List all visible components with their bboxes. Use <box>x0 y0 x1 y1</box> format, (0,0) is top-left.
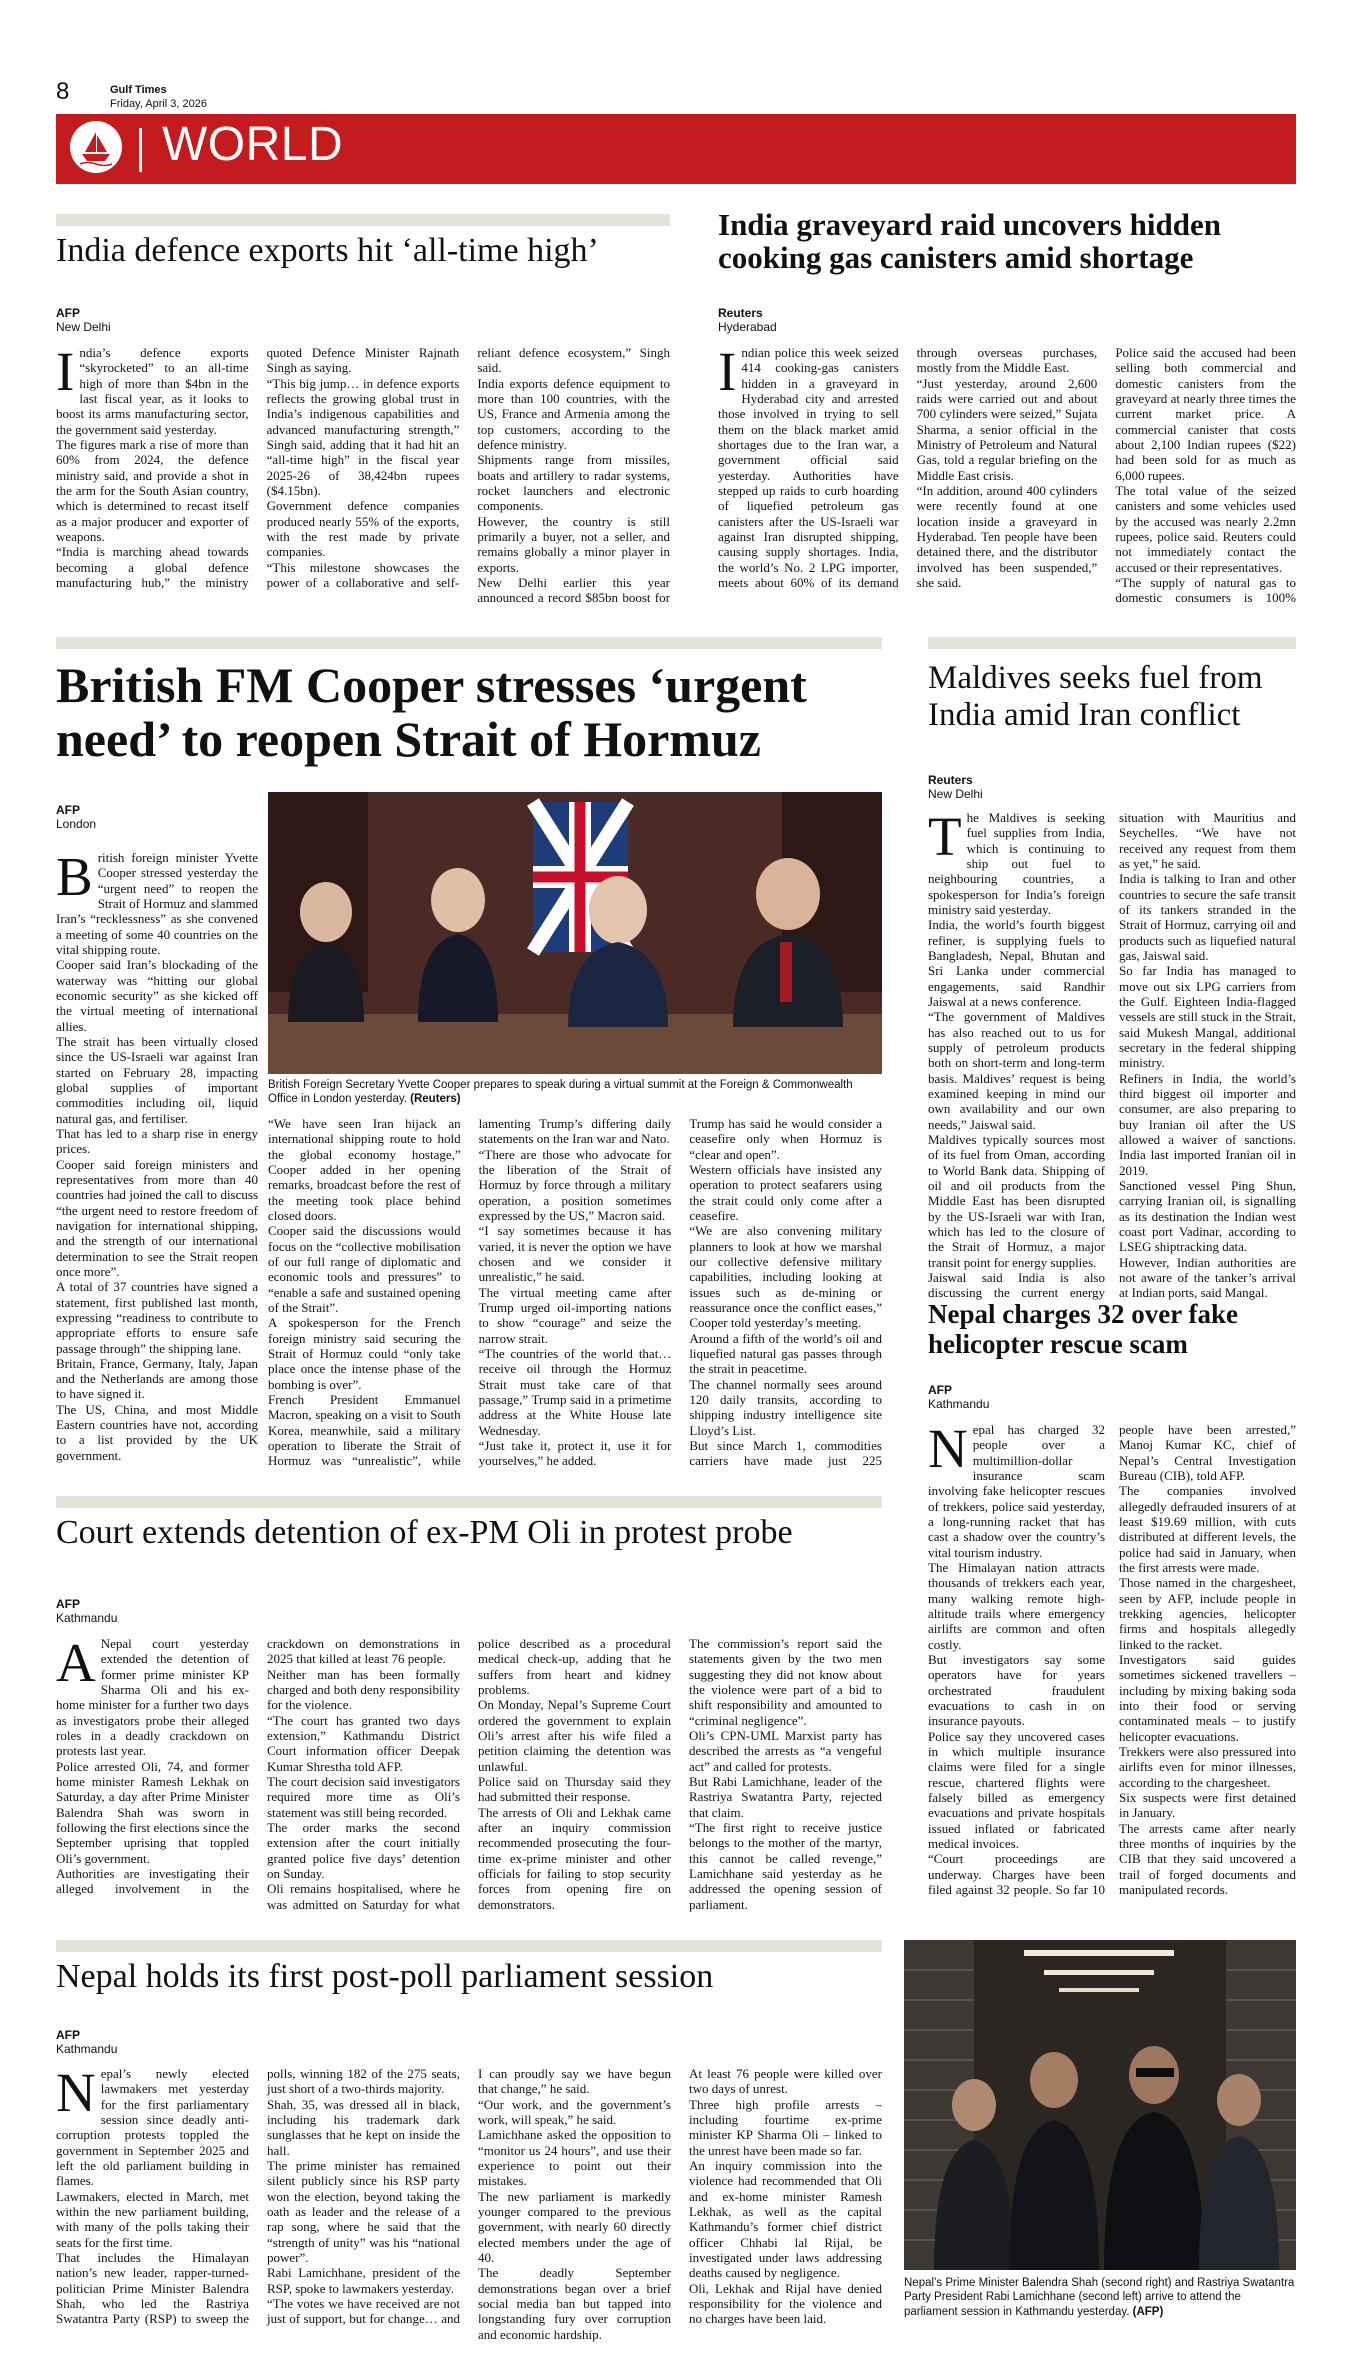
headline-defence: India defence exports hit ‘all-time high’ <box>56 232 599 269</box>
headline-maldives: Maldives seeks fuel from India amid Iran conflict <box>928 660 1263 733</box>
body-oli: A Nepal court yesterday extended the detention of former prime minister KP Sharma Oli and his ex-home minister for a further two days as investigators probe their alleged roles in a deadly crackdown on protests last year. Police arrested Oli, 74, and former home minister Ramesh Lekhak on Saturday, a day after Prime Minister Balendra Shah was sworn in following the first elections since the September uprising that toppled Oli’s government. Authorities are investigating their alleged involvement in the crackdown on demonstrations in 2025 that killed at least 76 people. Neither man has been formally charged and both deny responsibility for the violence. “The court has granted two days extension,” Kathmandu District Court information officer Deepak Kumar Shrestha told AFP. The court decision said investigators required more time as Oli’s statement was still being recorded. The order marks the second extension after the court initially granted police five days’ detention on Sunday. Oli remains hospitalised, where he was admitted on Saturday for what police described as a procedural medical check-up, adding that he suffers from heart and kidney problems. On Monday, Nepal’s Supreme Court ordered the government to explain Oli’s arrest after his wife filed a petition claiming the detention was unlawful. Police said on Thursday said they had submitted their response. The arrests of Oli and Lekhak came after an inquiry commission recommended prosecuting the four-time ex-prime minister and other officials for failing to stop security forces from opening fire on demonstrators. The commission’s report said the statements given by the two men suggesting they did not know about the violence were part of a bid to shift responsibility and amounted to “criminal negligence”. Oli’s CPN-UML Marxist party has described the arrests as “a vengeful act” and called for protests. But Rabi Lamichhane, leader of the Rastriya Swatantra Party, rejected that claim. “The first right to receive justice belongs to the mother of the martyr, this cannot be called revenge,” Lamichhane said yesterday as he addressed the opening session of parliament. <box>56 1636 882 1912</box>
banner-divider <box>139 128 142 172</box>
dropcap: I <box>718 345 737 402</box>
headline-oli: Court extends detention of ex-PM Oli in protest probe <box>56 1514 793 1551</box>
dropcap: B <box>56 850 93 907</box>
section-title: WORLD <box>162 118 344 171</box>
dateline-maldives: New Delhi <box>928 787 983 801</box>
dateline-graveyard: Hyderabad <box>718 320 777 334</box>
headline-graveyard: India graveyard raid uncovers hidden cooking gas canisters amid shortage <box>718 207 1221 276</box>
dateline-cooper: London <box>56 817 97 831</box>
body-parliament: N epal’s newly elected lawmakers met yesterday for the first parliamentary session since deadly anti-corruption protests toppled the government in September 2025 and left the old parliament building in flames. Lawmakers, elected in March, met within the new parliament building, with many of the polls taking their seats for the first time. That includes the Himalayan nation’s new leader, rapper-turned-politician Prime Minister Balendra Shah, who led the Rastriya Swatantra Party (RSP) to sweep the polls, winning 182 of the 275 seats, just short of a two-thirds majority. Shah, 35, was dressed all in black, including his trademark dark sunglasses that he kept on inside the hall. The prime minister has remained silent publicly since his RSP party won the election, beyond taking the oath as leader and the release of a rap song, where he said that the “strength of unity” was his “national power”. Rabi Lamichhane, president of the RSP, spoke to lawmakers yesterday. “The votes we have received are not just of support, but for change… and I can proudly say we have begun that change,” he said. “Our work, and the government’s work, will speak,” he said. Lamichhane asked the opposition to “monitor us 24 hours”, and use their experience to point out their mistakes. The new parliament is markedly younger compared to the previous government, with nearly 60 directly elected members under the age of 40. The deadly September demonstrations began over a brief social media ban but tapped into longstanding fury over corruption and economic hardship. At least 76 people were killed over two days of unrest. Three high profile arrests – including fourtime ex-prime minister KP Sharma Oli – linked to the unrest have been made so far. An inquiry commission into the violence had recommended that Oli and ex-home minister Ramesh Lekhak, as well as the capital Kathmandu’s former chief district officer Chhabi lal Rijal, be investigated under laws addressing deaths caused by negligence. Oli, Lekhak and Rijal have denied responsibility for the violence and no charges have been laid. <box>56 2066 882 2342</box>
agency-fakerescue: AFP <box>928 1383 952 1397</box>
agency-oli: AFP <box>56 1597 80 1611</box>
agency-defence: AFP <box>56 306 80 320</box>
caption-parliament: Nepal’s Prime Minister Balendra Shah (second right) and Rastriya Swatantra Party President Rabi Lamichhane (second left) arrive to attend the parliament session in Kathmandu yesterday. (AFP) <box>904 2277 1295 2318</box>
dateline-oli: Kathmandu <box>56 1611 118 1625</box>
dropcap: I <box>56 345 75 402</box>
agency-cooper: AFP <box>56 803 80 817</box>
publication-name: Gulf Times <box>110 84 167 96</box>
body-graveyard: I ndian police this week seized 414 cooking-gas canisters hidden in a graveyard in Hyderabad city and arrested those involved in trying to sell them on the black market amid shortages due to the Iran war, a government official said yesterday. Authorities have stepped up raids to curb hoarding of liquefied petroleum gas canisters after the US-Israeli war against Iran disrupted shipping, causing supply shortages. India, the world’s No. 2 LPG importer, meets about 60% of its demand through overseas purchases, mostly from the Middle East. “Just yesterday, around 2,600 raids were carried out and about 700 cylinders were seized,” Sujata Sharma, a senior official in the Ministry of Petroleum and Natural Gas, told a regular briefing on the Middle East crisis. “In addition, around 400 cylinders were recently found at one location inside a graveyard in Hyderabad. Ten people have been detained there, and the distributor involved has been suspended,” she said. Police said the accused had been selling both commercial and domestic canisters from the graveyard at nearly three times the current market price. A commercial canister that costs about 2,100 Indian rupees ($22) had been sold for as much as 6,000 rupees. The total value of the seized canisters and some vehicles used by the accused was nearly 2.2mn rupees, police said. Reuters could not immediately contact the accused or their representatives. “The supply of natural gas to domestic consumers is 100% <box>718 345 1296 606</box>
photo-cooper-summit <box>268 792 882 1074</box>
issue-date: Friday, April 3, 2026 <box>110 98 208 110</box>
agency-parliament: AFP <box>56 2028 80 2042</box>
page-number: 8 <box>56 78 70 105</box>
dropcap: T <box>928 810 962 867</box>
dateline-fakerescue: Kathmandu <box>928 1397 990 1411</box>
section-rule <box>928 637 1296 649</box>
dropcap: N <box>928 1422 968 1479</box>
headline-cooper: British FM Cooper stresses ‘urgent need’ to reopen Strait of Hormuz <box>56 657 807 767</box>
ship-logo-icon <box>70 121 122 173</box>
body-cooper-left: B ritish foreign minister Yvette Cooper stressed yesterday the “urgent need” to reopen the Strait of Hormuz and slammed Iran’s “recklessness” as she convened a meeting of some 40 countries on the vital shipping route. Cooper said Iran’s blockading of the waterway was “hitting our global economic security” as she kicked off the virtual meeting of international allies. The strait has been virtually closed since the US-Israeli war against Iran started on February 28, impacting global supplies of important commodities including oil, liquid natural gas, and fertiliser. That has led to a sharp rise in energy prices. Cooper said foreign ministers and representatives from more than 40 countries had joined the call to discuss “the urgent need to restore freedom of navigation for international shipping, and the strength of our international determination to see the Strait reopen once more”. A total of 37 countries have signed a statement, first published last month, expressing “readiness to contribute to appropriate efforts to ensure safe passage through” the shipping lane. Britain, France, Germany, Italy, Japan and the Netherlands are among those to have signed it. The US, China, and most Middle Eastern countries have not, according to a list provided by the UK government. <box>56 850 258 1463</box>
dateline-parliament: Kathmandu <box>56 2042 118 2056</box>
dropcap: N <box>56 2066 96 2123</box>
body-cooper-right: “We have seen Iran hijack an international shipping route to hold the global economy hostage,” Cooper added in her opening remarks, broadcast before the rest of the meeting took place behind closed doors. Cooper said the discussions would focus on the “collective mobilisation of our full range of diplomatic and economic tools and pressures” to “enable a safe and sustained opening of the Strait”. A spokesperson for the French foreign ministry said securing the Strait of Hormuz could “only take place once the intense phase of the bombing is over”. French President Emmanuel Macron, speaking on a visit to South Korea, meanwhile, said a military operation to liberate the Strait of Hormuz was “unrealistic”, while lamenting Trump’s differing daily statements on the Iran war and Nato. “There are those who advocate for the liberation of the Strait of Hormuz by force through a military operation, a position sometimes expressed by the US,” Macron said. “I say sometimes because it has varied, it is never the option we have chosen and we consider it unrealistic,” he said. The virtual meeting came after Trump urged oil-importing nations to show “courage” and seize the narrow strait. “The countries of the world that… receive oil through the Hormuz Strait must take care of that passage,” Trump said in a primetime address at the White House late Wednesday. “Just take it, protect it, use it for yourselves,” he added. Trump has said he would consider a ceasefire only when Hormuz is “clear and open”. Western officials have insisted any operation to protect seafarers using the strait could only come after a ceasefire. “We are also convening military planners to look at how we marshal our collective defensive military capabilities, including looking at issues such as de-mining or reassurance once the conflict eases,” Cooper told yesterday’s meeting. Around a fifth of the world’s oil and liquefied natural gas passes through the strait in peacetime. The channel normally sees around 120 daily transits, according to shipping industry intelligence site Lloyd’s List. But since March 1, commodities carriers have made just 225 <box>268 1116 882 1469</box>
agency-graveyard: Reuters <box>718 306 763 320</box>
body-maldives: T he Maldives is seeking fuel supplies from India, which is continuing to ship out fuel to neighbouring countries, a spokesperson for India’s foreign ministry said yesterday. India, the world’s fourth biggest refiner, is supplying fuels to Bangladesh, Nepal, Bhutan and Sri Lanka under commercial engagements, said Randhir Jaiswal at a news conference. “The government of Maldives has also reached out to us for supply of petroleum products both on short-term and long-term basis. Maldives’ request is being examined keeping in mind our own availability and our own needs,” Jaiswal said. Maldives typically sources most of its fuel from Oman, according to World Bank data. Shipping of oil and oil products from the Middle East has been disrupted by the US-Israeli war with Iran, which has led to the closure of the Strait of Hormuz, a major transit point for energy supplies. Jaiswal said India is also discussing the current energy situation with Mauritius and Seychelles. “We have not received any request from them as yet,” he said. India is talking to Iran and other countries to secure the safe transit of its tankers stranded in the Strait of Hormuz, carrying oil and products such as liquefied natural gas, Jaiswal said. So far India has managed to move out six LPG carriers from the Gulf. Eighteen India-flagged vessels are still stuck in the Strait, said Mukesh Mangal, additional secretary in the federal shipping ministry. Refiners in India, the world’s third biggest oil importer and consumer, are also preparing to buy Iranian oil after the US allowed a waiver of sanctions. India last imported Iranian oil in 2019. Sanctioned vessel Ping Shun, carrying Iranian oil, is signalling as its destination the Indian west coast port Vadinar, according to LSEG shiptracking data. However, Indian authorities are not aware of the tanker’s arrival at Indian ports, said Mangal. <box>928 810 1296 1301</box>
section-rule <box>56 1496 882 1508</box>
body-fakerescue: N epal has charged 32 people over a multimillion-dollar insurance scam involving fake helicopter rescues of trekkers, police said yesterday, a long-running racket that has cast a shadow over the country’s vital tourism industry. The Himalayan nation attracts thousands of trekkers each year, many walking remote high-altitude trails where emergency airlifts are common and often costly. But investigators say some operators have for years orchestrated fraudulent evacuations to cash in on insurance payouts. Police say they uncovered cases in which multiple insurance claims were filed for a single rescue, chartered flights were falsely billed as emergency evacuations and private hospitals issued inflated or fabricated medical invoices. “Court proceedings are underway. Charges have been filed against 32 people. So far 10 people have been arrested,” Manoj Kumar KC, chief of Nepal’s Central Investigation Bureau (CIB), told AFP. The companies involved allegedly defrauded insurers of at least $19.69 million, with cuts distributed at different levels, the police had said in January, when the first arrests were made. Those named in the chargesheet, seen by AFP, include people in trekking agencies, helicopter firms and hospitals allegedly linked to the racket. Investigators said guides sometimes sickened travellers – including by mixing baking soda into their food or serving contaminated meals – to justify helicopter evacuations. Trekkers were also pressured into airlifts even for minor illnesses, according to the chargesheet. Six suspects were first detained in January. The arrests came after nearly three months of inquiries by the CIB that they said uncovered a trail of forged documents and manipulated records. <box>928 1422 1296 1897</box>
dropcap: A <box>56 1636 96 1693</box>
body-defence: I ndia’s defence exports “skyrocketed” to an all-time high of more than $4bn in the last fiscal year, as it looks to boost its arms manufacturing sector, the government said yesterday. The figures mark a rise of more than 60% from 2024, the defence ministry said, and provide a shot in the arm for the South Asian country, which is determined to recast itself as a major producer and exporter of weapons. “India is marching ahead towards becoming a global defence manufacturing hub,” the ministry quoted Defence Minister Rajnath Singh as saying. “This big jump… in defence exports reflects the growing global trust in India’s indigenous capabilities and advanced manufacturing strength,” Singh said, adding that it had hit an “all-time high” in the fiscal year 2025-26 of 38,424bn rupees ($4.15bn). Government defence companies produced nearly 55% of the exports, with the rest made by private companies. “This milestone showcases the power of a collaborative and self-reliant defence ecosystem,” Singh said. India exports defence equipment to more than 100 countries, with the US, France and Armenia among the top customers, according to the defence ministry. Shipments range from missiles, boats and artillery to radar systems, rocket launchers and electronic components. However, the country is still primarily a buyer, not a seller, and remains globally a minor player in exports. New Delhi earlier this year announced a record $85bn boost for <box>56 345 670 606</box>
caption-cooper: British Foreign Secretary Yvette Cooper prepares to speak during a virtual summit at the Foreign & Commonwealth Office in London yesterday. (Reuters) <box>268 1079 853 1106</box>
section-rule <box>56 214 670 226</box>
section-rule <box>56 1940 882 1952</box>
headline-parliament: Nepal holds its first post-poll parliament session <box>56 1958 714 1995</box>
headline-fakerescue: Nepal charges 32 over fake helicopter rescue scam <box>928 1299 1238 1359</box>
photo-nepal-parliament <box>904 1940 1296 2270</box>
section-rule <box>56 637 882 649</box>
dateline-defence: New Delhi <box>56 320 111 334</box>
agency-maldives: Reuters <box>928 773 973 787</box>
